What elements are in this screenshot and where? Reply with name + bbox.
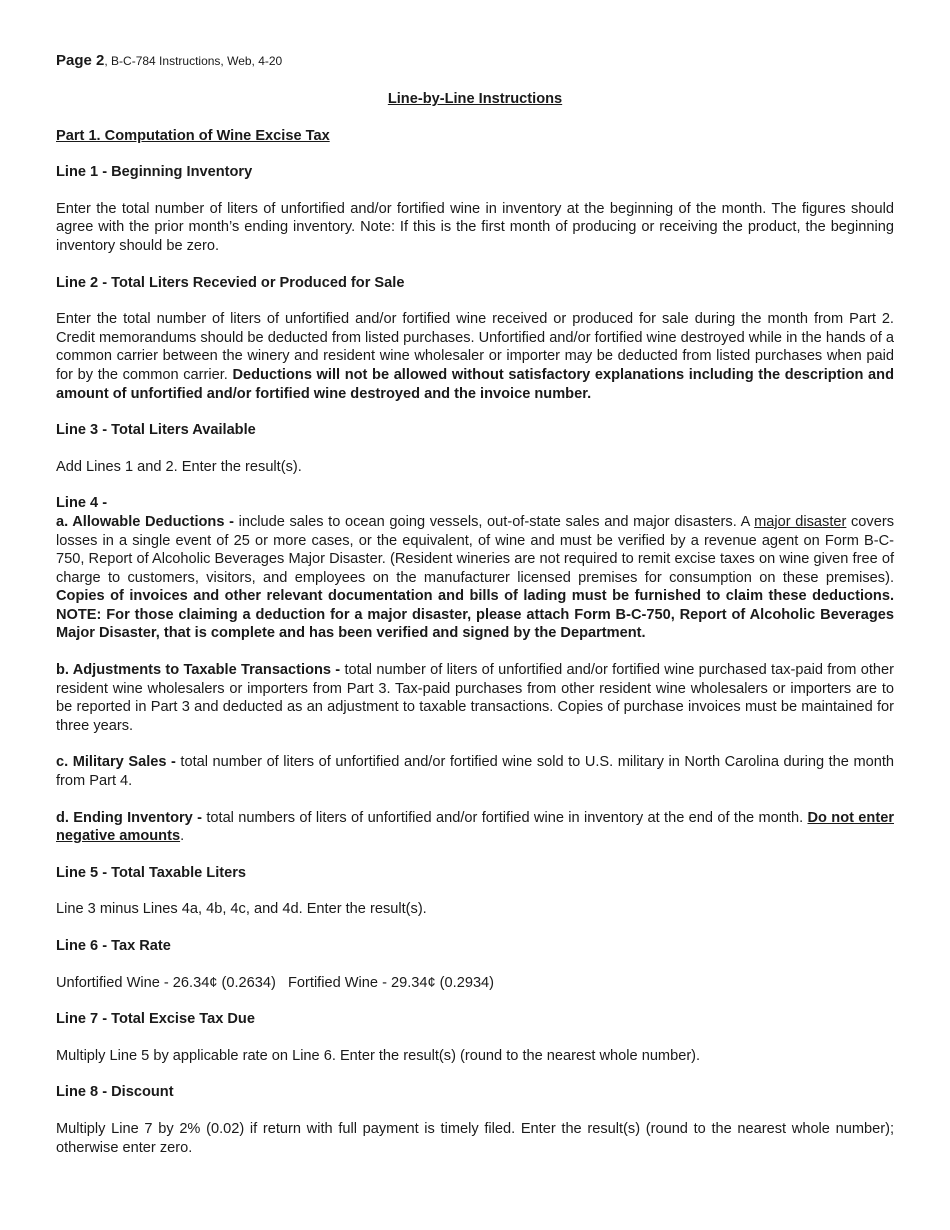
page-number: Page 2	[56, 52, 105, 69]
major-disaster-term: major disaster	[754, 513, 847, 530]
part1-title: Part 1. Computation of Wine Excise Tax	[56, 127, 330, 144]
line3-text: Add Lines 1 and 2. Enter the result(s).	[56, 458, 302, 475]
line7-text: Multiply Line 5 by applicable rate on Line 6. Enter the result(s) (round to the nearest whole number).	[56, 1047, 701, 1064]
line1-heading: Line 1 - Beginning Inventory	[56, 164, 253, 181]
line4d-text: total numbers of liters of unfortified and/or fortified wine in inventory at the end of the month.	[206, 809, 808, 826]
line4b-paragraph	[56, 661, 894, 735]
line2-bold-text: Deductions will not be allowed without satisfactory explanations including the description and amount of unfortified and/or fortified wine destroyed and the invoice number.	[56, 366, 894, 402]
line4b-label: b. Adjustments to Taxable Transactions -	[56, 662, 345, 679]
line4a-label: a. Allowable Deductions -	[56, 513, 239, 530]
line7-heading: Line 7 - Total Excise Tax Due	[56, 1011, 255, 1028]
line4d-label: d. Ending Inventory -	[56, 809, 207, 826]
line4b-text: total number of liters of unfortified and/or fortified wine purchased tax-paid from other resident wine wholesalers or importers from Part 3. Tax-paid purchases from other resident wine wholesalers or importers are to be reported in Part 3 and deducted as an adjustment to taxable transactions. Copies of purchase invoices must be maintained for three years.	[56, 662, 894, 734]
line4d-end: .	[180, 828, 185, 845]
page-title: Line-by-Line Instructions	[387, 91, 563, 107]
line4a-text2: covers losses in a single event of 25 or more cases, or the equivalent, of wine and must be verified by a revenue agent on Form B-C-750, Report of Alcoholic Beverages Major Disaster. (Resident wineries are not required to remit excise taxes on wine given free of charge to customers, visitors, and employees on the manufacturer licensed premises for consumption on these premises).	[56, 513, 894, 586]
document-reference: , B-C-784 Instructions, Web, 4-20	[104, 54, 283, 68]
line2-text: Enter the total number of liters of unfortified and/or fortified wine received or produced for sale during the month from Part 2. Credit memorandums should be deducted from listed purchases. Unfortified and/or fortified wine destroyed while in the hands of a common carrier between the winery and resident wine wholesaler or importer may be deducted from listed purchases when paid for by the common carrier.	[56, 311, 894, 383]
line2-paragraph	[56, 310, 894, 403]
line6-text: Unfortified Wine - 26.34¢ (0.2634) Fortified Wine - 29.34¢ (0.2934)	[56, 974, 495, 991]
line4c-paragraph	[56, 753, 894, 790]
line4c-label: c. Military Sales -	[56, 754, 181, 771]
line4d-paragraph	[56, 809, 894, 846]
line2-heading: Line 2 - Total Liters Recevied or Produced for Sale	[56, 274, 405, 291]
line4-heading: Line 4 -	[56, 495, 108, 512]
line4a-text1: include sales to ocean going vessels, out-of-state sales and major disasters. A	[238, 513, 755, 530]
page-header	[56, 52, 894, 70]
line4c-text: total number of liters of unfortified and/or fortified wine sold to U.S. military in North Carolina during the month from Part 4.	[56, 754, 895, 790]
line8-heading: Line 8 - Discount	[56, 1084, 174, 1101]
line3-heading: Line 3 - Total Liters Available	[56, 422, 256, 439]
line5-heading: Line 5 - Total Taxable Liters	[56, 864, 247, 881]
line5-text: Line 3 minus Lines 4a, 4b, 4c, and 4d. Enter the result(s).	[56, 901, 427, 918]
instructions-page	[56, 52, 894, 1175]
negative-amounts-warning: Do not enter negative amounts	[56, 809, 894, 845]
line6-heading: Line 6 - Tax Rate	[56, 938, 171, 954]
line1-text: Enter the total number of liters of unfortified and/or fortified wine in inventory at the beginning of the month. The figures should agree with the prior month’s ending inventory. Note: If this is the first month of producing or receiving the product, the beginning inventory should be zero.	[56, 200, 894, 254]
line4a-paragraph	[56, 513, 894, 643]
line8-text: Multiply Line 7 by 2% (0.02) if return with full payment is timely filed. Enter the result(s) (round to the nearest whole number); otherwise enter zero.	[56, 1120, 894, 1156]
line4a-bold-text: Copies of invoices and other relevant documentation and bills of lading must be furnished to claim these deductions. NOTE: For those claiming a deduction for a major disaster, please attach Form B-C-750, Report of Alcoholic Beverages Major Disaster, that is complete and has been verified and signed by the Department.	[56, 588, 894, 642]
